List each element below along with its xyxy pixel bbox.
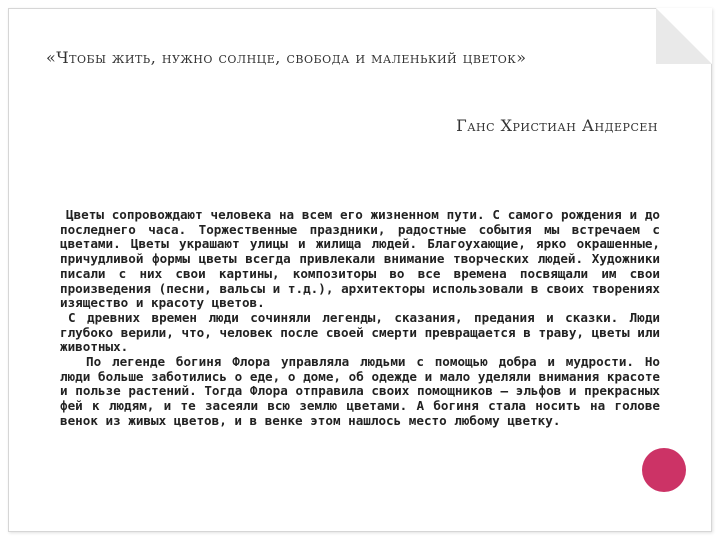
paragraph-1: Цветы сопровождают человека на всем его жизненном пути. С самого рождения и до последнего часа. Торжественные праздники, радостные события мы встречаем с цветами. Цветы украшают улицы и жилища людей. Благоухающие, ярко окрашенные, причудливой формы цветы всегда привлекали внимание творческих людей. Художники писали с них свои картины, композиторы во все времена посвящали им свои произведения (песни, вальсы и т.д.), архитекторы использовали в своих творениях изящество и красоту цветов. <box>60 207 660 311</box>
paragraph-2: С древних времен люди сочиняли легенды, сказания, предания и сказки. Люди глубоко верили, что, человек после своей смерти превращается в траву, цветы или животных. <box>60 309 660 355</box>
decorative-circle <box>642 448 686 492</box>
page-corner-fold <box>656 8 712 64</box>
body-text <box>60 208 660 429</box>
slide-title: «Чтобы жить, нужно солнце, свобода и маленький цветок» <box>46 48 527 67</box>
paragraph-3: По легенде богиня Флора управляла людьми с помощью добра и мудрости. Но люди больше заботились о еде, о доме, об одежде и мало уделяли внимания красоте и пользе растений. Тогда Флора отправила своих помощников – эльфов и прекрасных фей к людям, и те засеяли всю землю цветами. А богиня стала носить на голове венок из живых цветов, и в венке этом нашлось место любому цветку. <box>60 354 660 428</box>
quote-author: Ганс Христиан Андерсен <box>456 116 658 135</box>
